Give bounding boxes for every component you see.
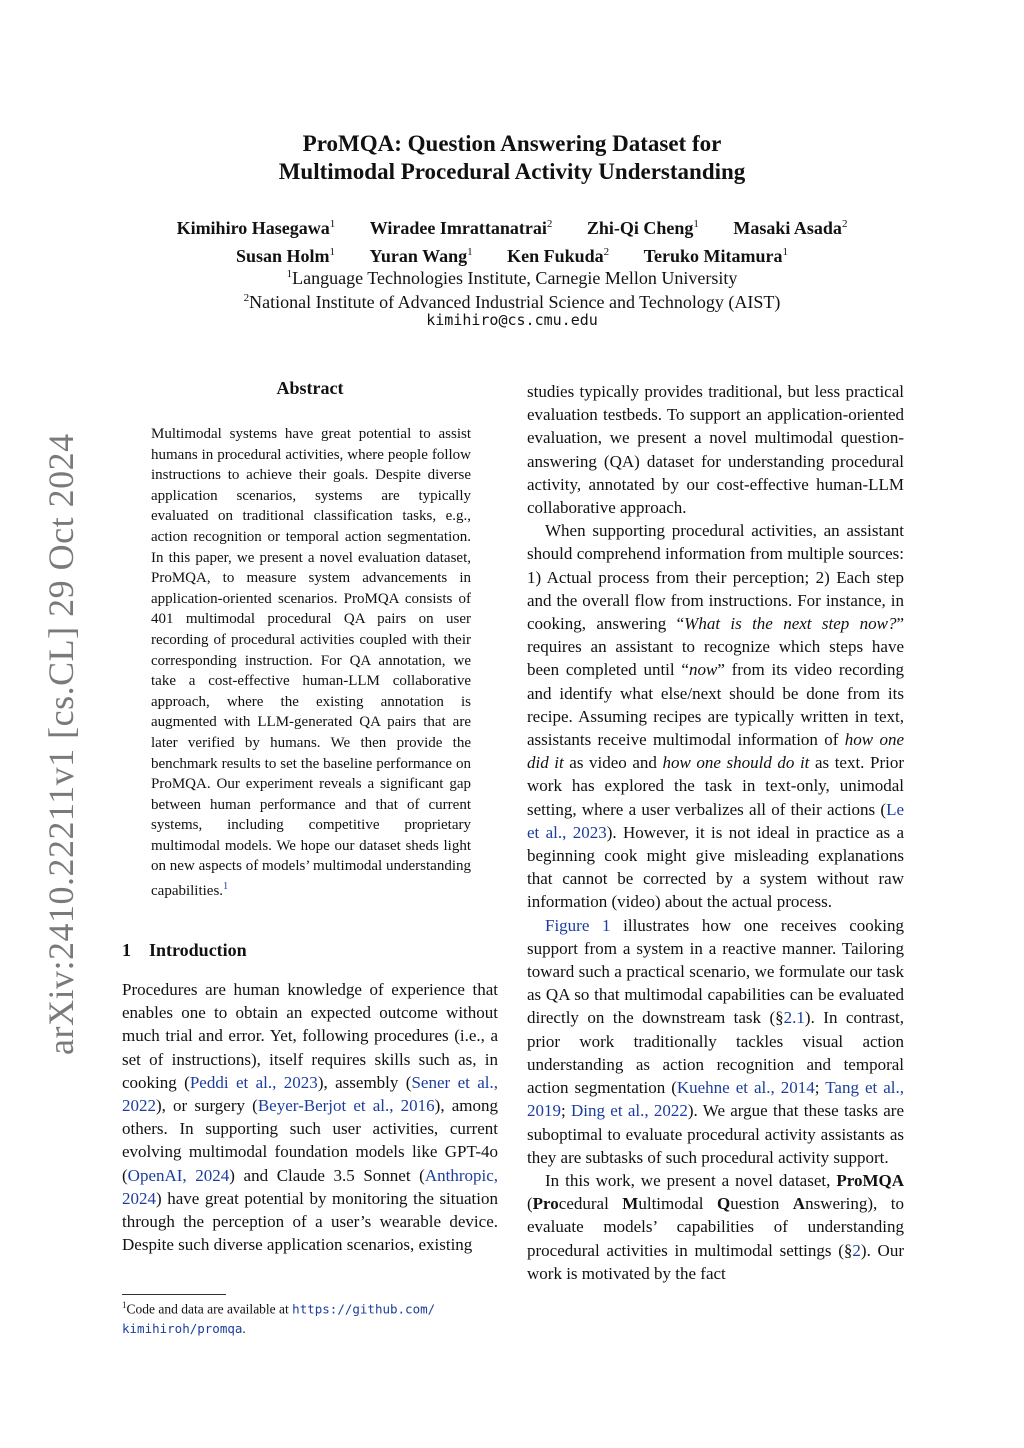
abstract-body — [151, 424, 471, 902]
footnote: $^1$Code and data are available at https://github.com/ kimihiroh/promqa. — [122, 1300, 436, 1336]
section-reference-link[interactable]: 2.1 — [783, 1008, 805, 1028]
citation-link[interactable]: Tang et al., 2019 — [527, 1078, 905, 1121]
citation-link[interactable]: Kuehne et al., 2014 — [676, 1078, 815, 1098]
section-number: 1 — [122, 940, 131, 960]
citation-link[interactable]: Ding et al., 2022 — [571, 1101, 688, 1121]
citation-link[interactable]: Anthropic, 2024 — [122, 1165, 498, 1208]
intro-right-column — [527, 380, 904, 1285]
author-row-1 — [0, 212, 1024, 240]
code-url-link[interactable]: https://github.com/ kimihiroh/promqa — [122, 1301, 436, 1336]
citation-link[interactable]: Peddi et al., 2023 — [189, 1072, 318, 1092]
paper-title — [0, 130, 1024, 186]
intro-paragraph-4: In this work, we present a novel dataset, ProMQA (Procedural Multimodal Question Answering), to evaluate models’ capabilities of understanding procedural activities in multimodal settings (§2). Our work is motivated by the fact — [527, 1170, 905, 1283]
title-line-1: ProMQA: Question Answering Dataset for — [302, 131, 722, 156]
author: Teruko Mitamura$^1$ — [643, 246, 788, 266]
title-line-2: Multimodal Procedural Activity Understanding — [278, 159, 746, 184]
footnote-marker[interactable]: 1 — [223, 881, 229, 893]
citation-link[interactable]: Sener et al., 2022 — [122, 1072, 499, 1116]
citation-link[interactable]: Le et al., 2023 — [527, 799, 904, 842]
author-list — [0, 212, 1024, 268]
affiliation-1: $^1$Language Technologies Institute, Carnegie Mellon University — [286, 268, 738, 288]
affiliation-2: $^2$National Institute of Advanced Industrial Science and Technology (AIST) — [243, 292, 781, 312]
author: Masaki Asada$^2$ — [733, 218, 848, 238]
intro-paragraph-continued: studies typically provides traditional, but less practical evaluation testbeds. To support an application-oriented evaluation, we present a novel multimodal question-answering (QA) dataset for understanding procedural activity, annotated by our cost-effective human-LLM collaborative approach. — [527, 382, 904, 518]
citation-link[interactable]: OpenAI, 2024 — [127, 1165, 230, 1185]
intro-left-column — [122, 978, 498, 1256]
abstract-text: Multimodal systems have great potential to assist humans in procedural activities, where people follow instructions to achieve their goals. Despite diverse application scenarios, systems are typically evaluated on traditional classification tasks, e.g., action recognition or temporal action segmentation. In this paper, we present a novel evaluation dataset, ProMQA, to measure system advancements in application-oriented scenarios. ProMQA consists of 401 multimodal procedural QA pairs on user recording of procedural activities coupled with their corresponding instruction. For QA annotation, we take a cost-effective human-LLM collaborative approach, where the existing annotation is augmented with LLM-generated QA pairs that are later verified by humans. We then provide the benchmark results to set the baseline performance on ProMQA. Our experiment reveals a significant gap between human performance and that of current systems, including competitive proprietary multimodal models. We hope our dataset sheds light on new aspects of models’ multimodal understanding capabilities. — [151, 426, 471, 900]
author: Yuran Wang$^1$ — [369, 246, 473, 266]
intro-paragraph-3: Figure 1 illustrates how one receives cooking support from a system in a reactive manner. Tailoring toward such a practical scenario, we formulate our task as QA so that multimodal capabilities can be evaluated directly on the downstream task (§2.1). In contrast, prior work traditionally tackles visual action understanding as action recognition and temporal action segmentation (Kuehne et al., 2014; Tang et al., 2019; Ding et al., 2022). We argue that these tasks are suboptimal to evaluate procedural activity assistants as they are subtasks of such procedural activity support. — [527, 915, 905, 1167]
section-reference-link[interactable]: 2 — [852, 1240, 861, 1260]
section-heading — [122, 940, 247, 961]
author: Ken Fukuda$^2$ — [507, 246, 610, 266]
arxiv-identifier: arXiv:2410.22211v1 [cs.CL] 29 Oct 2024 — [41, 433, 81, 1055]
intro-paragraph-2: When supporting procedural activities, an assistant should comprehend information from multiple sources: 1) Actual process from their perception; 2) Each step and the overall flow from instructions. For instance, in cooking, answering “What is the next step now?” requires an assistant to recognize which steps have been completed until “now” from its video recording and identify what else/next should be done from its recipe. Assuming recipes are typically written in text, assistants receive multimodal information of how one did it as video and how one should do it as text. Prior work has explored the task in text-only, unimodal setting, where a user verbalizes all of their actions (Le et al., 2023). However, it is not ideal in practice as a beginning cook might give misleading explanations that cannot be corrected by a system without raw information (video) about the actual process. — [527, 521, 905, 912]
abstract-heading: Abstract — [276, 378, 344, 398]
author: Wiradee Imrattanatrai$^2$ — [369, 218, 553, 238]
author-email: kimihiro@cs.cmu.edu — [426, 311, 598, 329]
citation-link[interactable]: Beyer-Berjot et al., 2016 — [257, 1096, 435, 1116]
footnote-divider — [122, 1294, 226, 1295]
author: Kimihiro Hasegawa$^1$ — [176, 218, 336, 238]
intro-paragraph-1: Procedures are human knowledge of experience that enables one to obtain an expected outcome without much trial and error. Yet, following procedures (i.e., a set of instructions), itself requires skills such as, in cooking (Peddi et al., 2023), assembly (Sener et al., 2022), or surgery (Beyer-Berjot et al., 2016), among others. In supporting such user activities, current evolving multimodal foundation models like GPT-4o (OpenAI, 2024) and Claude 3.5 Sonnet (Anthropic, 2024) have great potential by monitoring the situation through the perception of a user’s wearable device. Despite such diverse application scenarios, existing — [122, 980, 499, 1255]
author: Susan Holm$^1$ — [236, 246, 336, 266]
author: Zhi-Qi Cheng$^1$ — [586, 218, 699, 238]
section-title: Introduction — [149, 940, 247, 960]
figure-reference-link[interactable]: Figure 1 — [545, 915, 611, 935]
